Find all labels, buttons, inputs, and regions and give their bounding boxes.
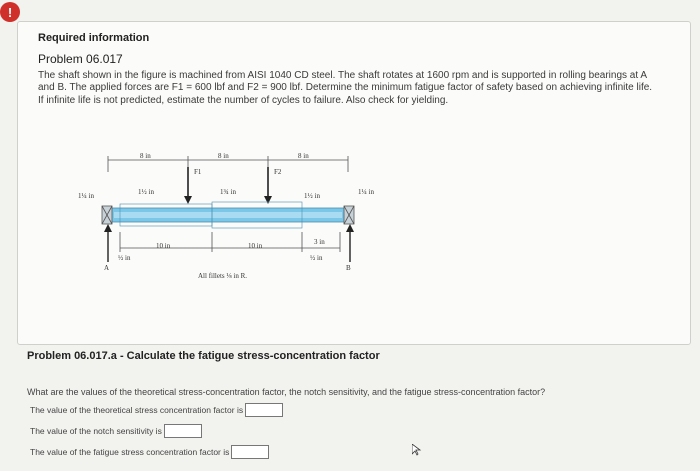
alert-icon: !	[0, 2, 20, 22]
support-b-label: B	[346, 264, 351, 272]
problem-statement: The shaft shown in the figure is machined from AISI 1040 CD steel. The shaft rotates at 1600 rpm and is supported in rolling bearings at A and B. The applied forces are F1 = 600 lbf and F2 = 900 lbf. Determine the minimum fatigue factor of safety based on achieving infinite life. If infinite life is not predicted, estimate the number of cycles to failure. Also check for yielding.	[38, 70, 653, 106]
kf-input[interactable]	[231, 445, 269, 459]
problem-title: Problem 06.017	[38, 52, 123, 66]
diam-left-label: 1¼ in	[78, 192, 94, 200]
dim-bottom-3: 3 in	[314, 238, 325, 246]
answer-row-q	[30, 424, 202, 438]
part-title: Problem 06.017.a - Calculate the fatigue stress-concentration factor	[27, 350, 380, 362]
answer-label-kt: The value of the theoretical stress concentration factor is	[30, 405, 244, 415]
answer-row-kt	[30, 403, 283, 417]
force-f1-label: F1	[194, 168, 202, 176]
small-right-label: ½ in	[310, 254, 323, 262]
dim-bottom-2: 10 in	[248, 242, 263, 250]
dim-top-2: 8 in	[218, 152, 229, 160]
shaft-figure	[78, 152, 398, 302]
mouse-cursor-icon	[412, 444, 422, 456]
force-f2-label: F2	[274, 168, 282, 176]
diam-mid2-label: 1¾ in	[220, 188, 236, 196]
dim-bottom-1: 10 in	[156, 242, 171, 250]
dim-top-3: 8 in	[298, 152, 309, 160]
required-info-label: Required information	[38, 32, 150, 44]
question-text: What are the values of the theoretical stress-concentration factor, the notch sensitivity, and the fatigue stress-concentration factor?	[27, 387, 546, 397]
support-a-label: A	[104, 264, 110, 272]
answer-row-kf	[30, 445, 269, 459]
fillet-note: All fillets ⅛ in R.	[198, 272, 247, 280]
kt-input[interactable]	[245, 403, 283, 417]
required-info-card	[17, 21, 691, 345]
q-input[interactable]	[164, 424, 202, 438]
answer-label-q: The value of the notch sensitivity is	[30, 426, 162, 436]
diam-mid1-label: 1½ in	[138, 188, 154, 196]
diam-right2-label: 1¼ in	[358, 188, 374, 196]
diam-right1-label: 1½ in	[304, 192, 320, 200]
small-left-label: ½ in	[118, 254, 131, 262]
answer-label-kf: The value of the fatigue stress concentration factor is	[30, 447, 230, 457]
dim-top-1: 8 in	[140, 152, 151, 160]
